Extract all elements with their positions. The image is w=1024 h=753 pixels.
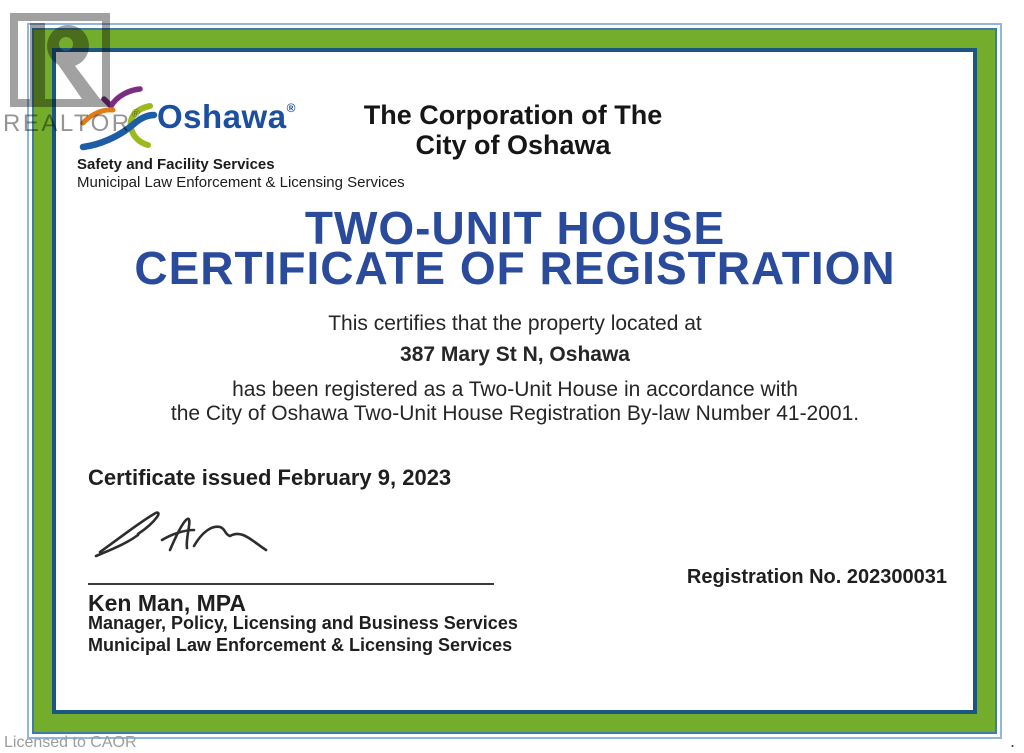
realtor-logo-icon: [10, 13, 110, 107]
signatory-title-2: Municipal Law Enforcement & Licensing Services: [88, 635, 513, 655]
certificate-title-line-1: TWO-UNIT HOUSE: [304, 202, 726, 254]
oshawa-wordmark: [157, 98, 296, 136]
registered-statement-line-2: the City of Oshawa Two-Unit House Registration By-law Number 41-2001.: [170, 402, 860, 425]
corporation-heading-line-1: The Corporation of The: [363, 100, 663, 130]
registered-statement-line-1: has been registered as a Two-Unit House in accordance with: [232, 378, 798, 401]
signatory-title-1: Manager, Policy, Licensing and Business Services: [88, 613, 518, 633]
department-line-1: Safety and Facility Services: [77, 156, 275, 173]
certificate-title-line-2: CERTIFICATE OF REGISTRATION: [134, 242, 896, 294]
corporation-heading-line-2: City of Oshawa: [415, 130, 611, 160]
realtor-watermark-text: REALTOR: [3, 110, 132, 137]
registered-statement: [57, 378, 973, 426]
signature-image: [92, 500, 274, 562]
issue-date-line: Certificate issued February 9, 2023: [88, 465, 452, 490]
property-address: 387 Mary St N, Oshawa: [400, 343, 630, 366]
licensed-to-caption: Licensed to CAOR: [4, 734, 137, 751]
certifies-line: This certifies that the property located at: [328, 312, 702, 335]
oshawa-registered-mark: ®: [286, 101, 296, 115]
certificate-title: [57, 202, 973, 294]
oshawa-wordmark-text: Oshawa: [157, 98, 287, 135]
signature-line: [88, 583, 494, 585]
signatory-name: Ken Man, MPA: [88, 590, 247, 616]
department-line-2: Municipal Law Enforcement & Licensing Services: [77, 174, 405, 191]
realtor-registered-mark: ®: [131, 108, 140, 120]
corner-dot-mark: .: [1010, 731, 1016, 751]
registration-number: Registration No. 202300031: [686, 566, 947, 588]
realtor-watermark-label: [3, 108, 140, 138]
